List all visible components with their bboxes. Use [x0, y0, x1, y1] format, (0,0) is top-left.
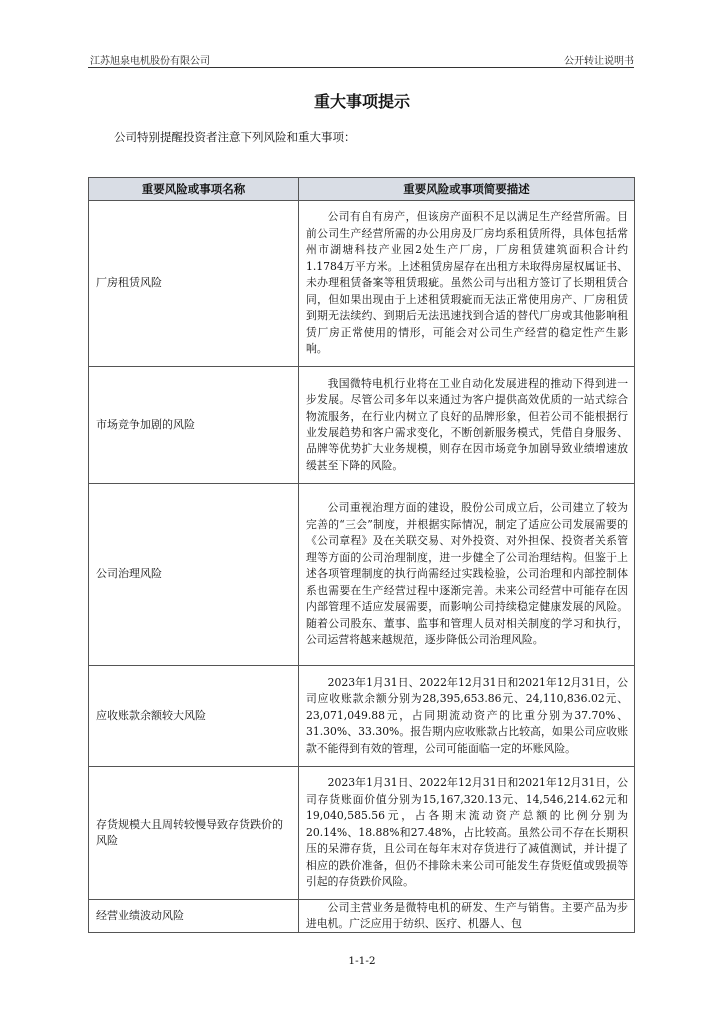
- intro-text: 公司特别提醒投资者注意下列风险和重大事项：: [114, 130, 356, 144]
- column-header-description: 重要风险或事项简要描述: [299, 178, 635, 201]
- risk-description-cell: [299, 367, 635, 484]
- risk-name: 应收账款余额较大风险: [89, 666, 299, 767]
- table-row: [89, 767, 635, 900]
- table-row: [89, 201, 635, 367]
- risk-name: 经营业绩波动风险: [89, 900, 299, 933]
- page-number: 1-1-2: [348, 955, 376, 967]
- risk-description: 公司主营业务是微特电机的研发、生产与销售。主要产品为步进电机。广泛应用于纺织、医疗、机器人、包: [306, 901, 628, 931]
- table-row: [89, 367, 635, 484]
- page-title: 重大事项提示: [313, 92, 410, 111]
- header-divider: [88, 67, 634, 68]
- table-row: [89, 484, 635, 666]
- risk-name: 存货规模大且周转较慢导致存货跌价的风险: [89, 767, 299, 900]
- risk-description: 公司重视治理方面的建设，股份公司成立后，公司建立了较为完善的“三会”制度，并根据实际情况，制定了适应公司发展需要的《公司章程》及在关联交易、对外投资、对外担保、投资者关系管理等方面的公司治理制度，进一步健全了公司治理结构。但鉴于上述各项管理制度的执行尚需经过实践检验，公司治理和内部控制体系也需要在生产经营过程中逐渐完善。未来公司经营中可能存在因内部管理不适应发展需要，而影响公司持续稳定健康发展的风险。随着公司股东、董事、监事和管理人员对相关制度的学习和执行，公司运营将越来越规范，逐步降低公司治理风险。: [306, 501, 628, 647]
- header-document: 公开转让说明书: [564, 56, 634, 67]
- risk-description-cell: [299, 666, 635, 767]
- table-row: [89, 900, 635, 933]
- risk-description: 2023年1月31日、2022年12月31日和2021年12月31日，公司应收账款余额分别为28,395,653.86元、24,110,836.02元、23,071,049.88元，占同期流动资产的比重分别为37.70%、31.30%、33.30%。报告期内应收账款占比较高，如果公司应收账款不能得到有效的管理，公司可能面临一定的坏账风险。: [306, 675, 628, 755]
- risk-name: 公司治理风险: [89, 484, 299, 666]
- risk-table: [88, 177, 635, 933]
- risk-description-cell: [299, 484, 635, 666]
- risk-description: 我国微特电机行业将在工业自动化发展进程的推动下得到进一步发展。尽管公司多年以来通过为客户提供高效优质的一站式综合物流服务，在行业内树立了良好的品牌形象，但若公司不能根据行业发展趋势和客户需求变化，不断创新服务模式，凭借自身服务、品牌等优势扩大业务规模，则存在因市场竞争加剧导致业绩增速放缓甚至下降的风险。: [306, 376, 628, 472]
- risk-description: 2023年1月31日、2022年12月31日和2021年12月31日，公司存货账面价值分别为15,167,320.13元、14,546,214.62元和19,040,585.56元，占各期末流动资产总额的比例分别为20.14%、18.88%和27.48%，占比较高。虽然公司不存在长期积压的呆滞存货，且公司在每年末对存货进行了减值测试，并计提了相应的跌价准备，但仍不排除未来公司可能发生存货贬值或毁损等引起的存货跌价风险。: [306, 776, 628, 889]
- table-header-row: [89, 178, 635, 201]
- page-header: [88, 52, 634, 66]
- table-row: [89, 666, 635, 767]
- risk-description: 公司有自有房产，但该房产面积不足以满足生产经营所需。目前公司生产经营所需的办公用房及厂房均系租赁所得，具体包括常州市湖塘科技产业园2处生产厂房，厂房租赁建筑面积合计约1.1784万平方米。上述租赁房屋存在出租方未取得房屋权属证书、未办理租赁备案等租赁瑕疵。虽然公司与出租方签订了长期租赁合同，但如果出现由于上述租赁瑕疵而无法正常使用房产、厂房租赁到期无法续约、到期后无法迅速找到合适的替代厂房或其他影响租赁厂房正常使用的情形，可能会对公司生产经营的稳定性产生影响。: [306, 210, 628, 356]
- column-header-name: 重要风险或事项名称: [89, 178, 299, 201]
- risk-name: 市场竞争加剧的风险: [89, 367, 299, 484]
- risk-description-cell: [299, 900, 635, 933]
- risk-name: 厂房租赁风险: [89, 201, 299, 367]
- header-company: 江苏旭泉电机股份有限公司: [90, 56, 210, 67]
- risk-description-cell: [299, 767, 635, 900]
- risk-description-cell: [299, 201, 635, 367]
